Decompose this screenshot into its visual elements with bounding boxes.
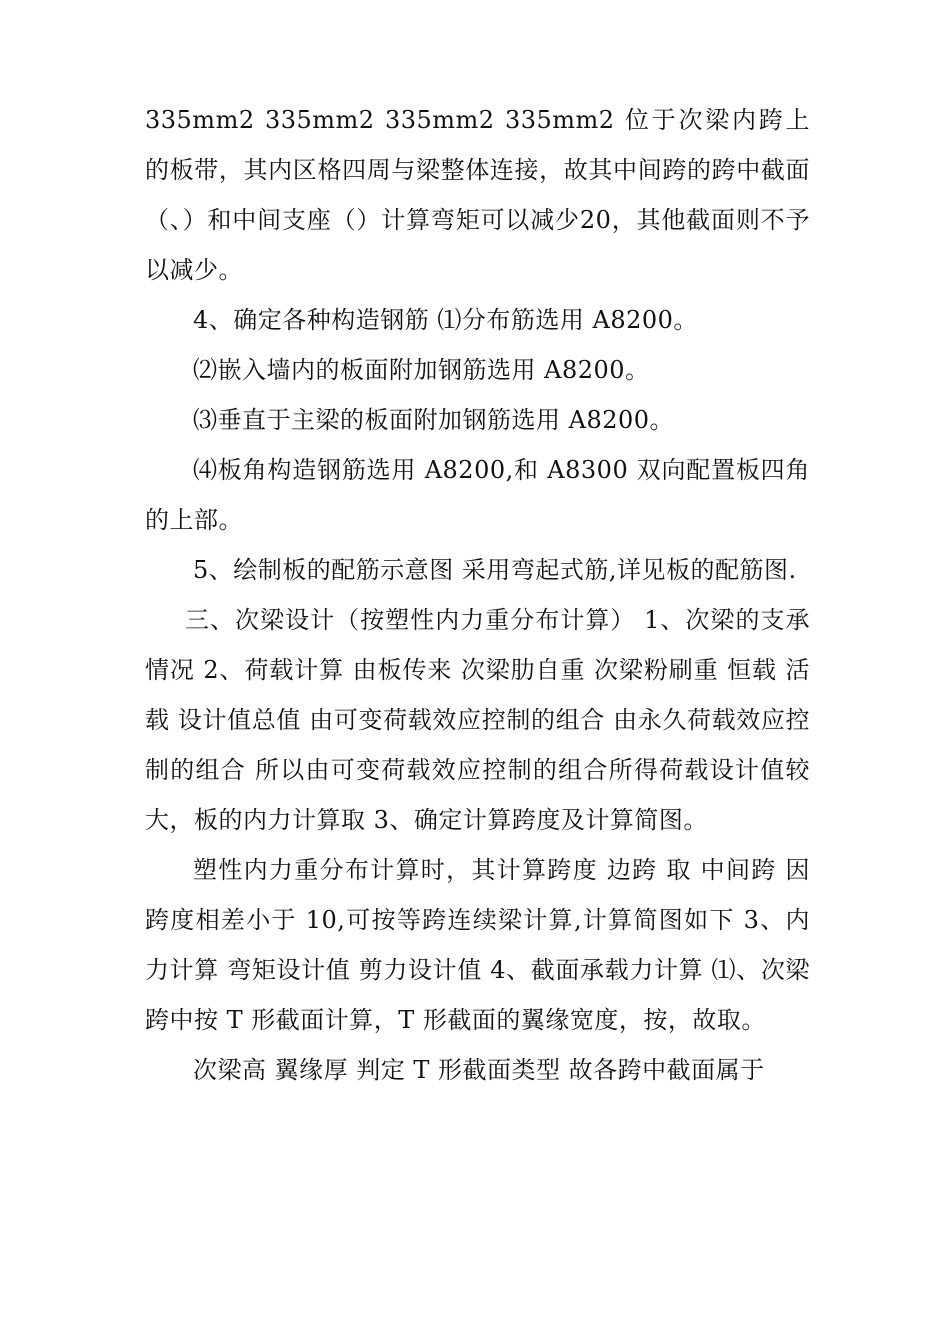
paragraph-plastic-redistribution: 塑性内力重分布计算时，其计算跨度 边跨 取 中间跨 因跨度相差小于 10,可按等跨连续梁计算,计算简图如下 3、内力计算 弯矩设计值 剪力设计值 4、截面承载力计算 ⑴、次梁跨中按 T 形截面计算，T 形截面的翼缘宽度，按，故取。 xyxy=(145,856,810,1034)
paragraph-corner-bars: ⑷板角构造钢筋选用 A8200,和 A8300 双向配置板四角的上部。 xyxy=(145,456,810,534)
document-page xyxy=(145,95,810,1095)
paragraph-construction-bars: 4、确定各种构造钢筋 ⑴分布筋选用 A8200。 xyxy=(193,306,698,334)
paragraph-wall-embedded-bars: ⑵嵌入墙内的板面附加钢筋选用 A8200。 xyxy=(193,356,650,384)
paragraph-support-reduction: 335mm2 335mm2 335mm2 335mm2 位于次梁内跨上的板带，其内区格四周与梁整体连接，故其中间跨的跨中截面（、）和中间支座（）计算弯矩可以减少20，其他截面则不予以减少。 xyxy=(145,106,810,284)
paragraph-perpendicular-bars: ⑶垂直于主梁的板面附加钢筋选用 A8200。 xyxy=(193,406,675,434)
paragraph-reinforcement-drawing: 5、绘制板的配筋示意图 采用弯起式筋,详见板的配筋图. xyxy=(193,556,797,584)
paragraph-t-section-type: 次梁高 翼缘厚 判定 T 形截面类型 故各跨中截面属于 xyxy=(193,1056,765,1084)
paragraph-secondary-beam-design: 三、次梁设计（按塑性内力重分布计算） 1、次梁的支承情况 2、荷载计算 由板传来 次梁肋自重 次梁粉刷重 恒载 活载 设计值总值 由可变荷载效应控制的组合 由永久荷载效应控制的组合 所以由可变荷载效应控制的组合所得荷载设计值较大，板的内力计算取 3、确定计算跨度及计算简图。 xyxy=(145,606,810,834)
